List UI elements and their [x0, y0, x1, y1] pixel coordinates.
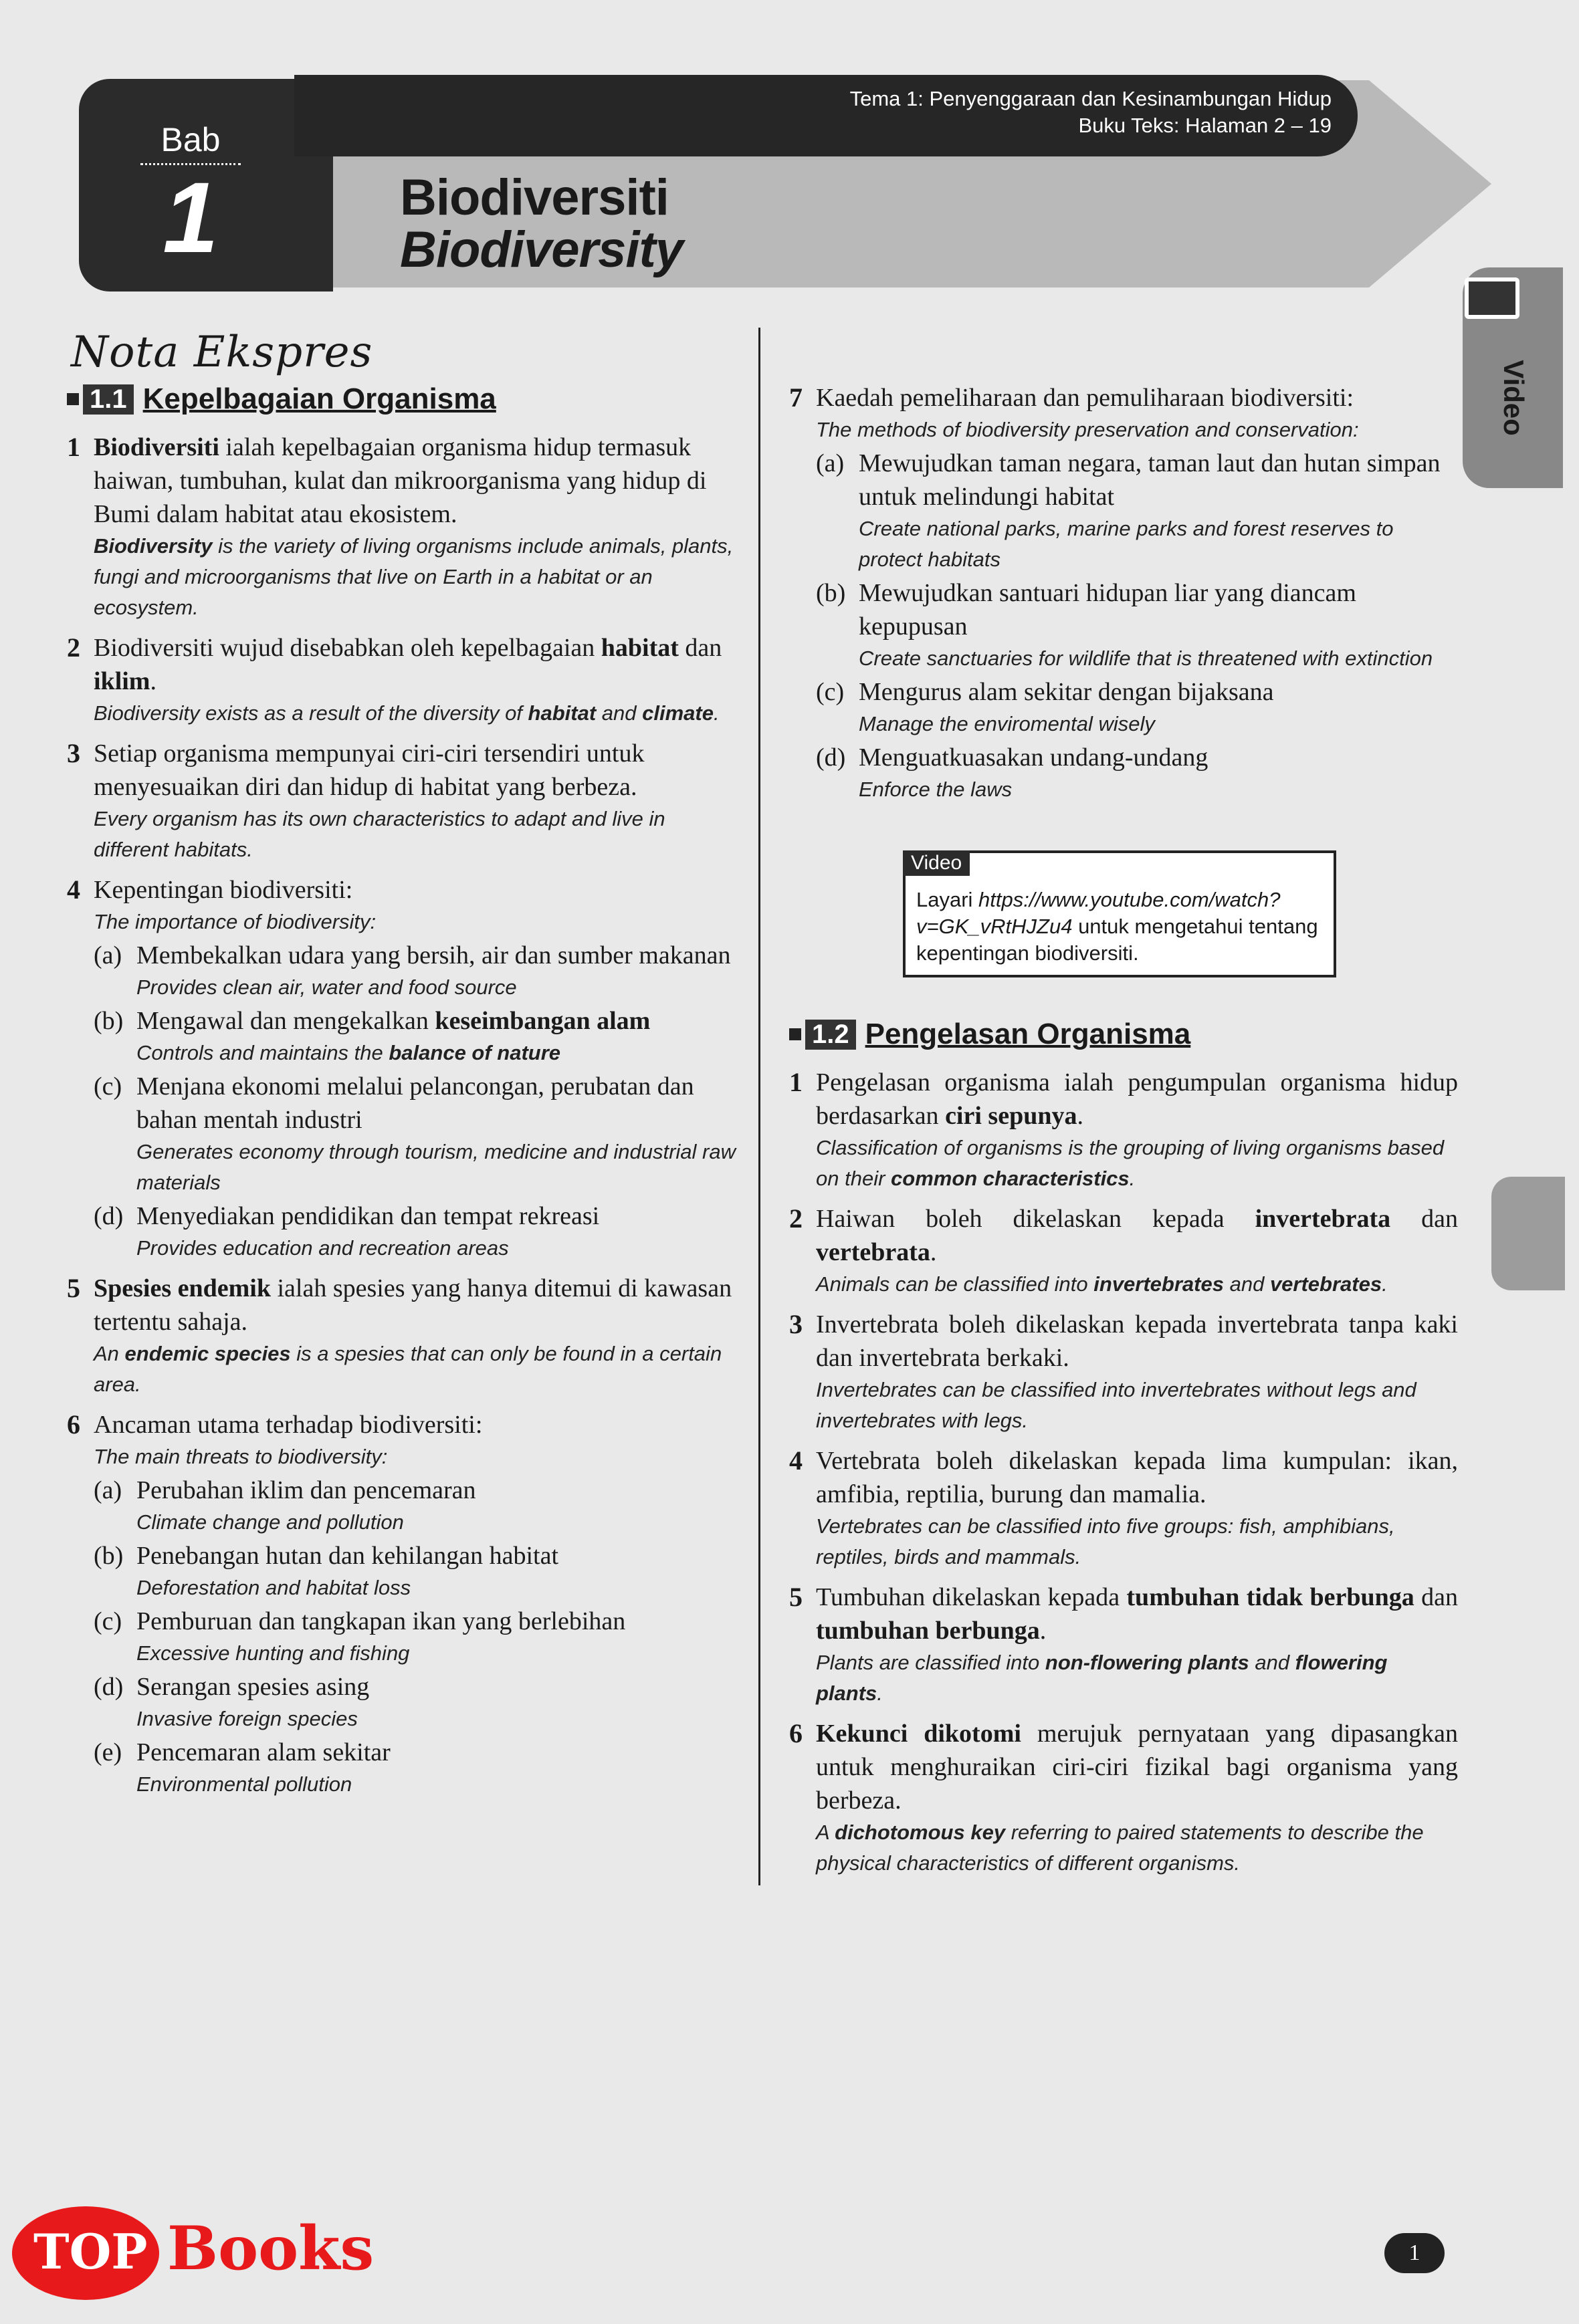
list-item: 1 Biodiversiti ialah kepelbagaian organisma hidup termasuk haiwan, tumbuhan, kulat dan mikroorganisma yang hidup di Bumi dalam habitat atau ekosistem. Biodiversity is the variety of living organisms include animals, plants, fungi and microorganisms that live on Earth in a habitat or an ecosystem.: [67, 432, 734, 619]
list-item: 1 Pengelasan organisma ialah pengumpulan organisma hidup berdasarkan ciri sepunya. Classification of organisms is the grouping of living organisms based on their common characteristics.: [789, 1067, 1458, 1190]
textbook-pages: Buku Teks: Halaman 2 – 19: [1078, 114, 1332, 137]
chapter-title-ms: Biodiversiti: [400, 169, 669, 226]
section-heading-1-1: [67, 382, 742, 416]
list-item: 5 Tumbuhan dikelaskan kepada tumbuhan tidak berbunga dan tumbuhan berbunga. Plants are classified into non-flowering plants and flowering plants.: [789, 1582, 1458, 1705]
list-item: 4 Kepentingan biodiversiti: The importance of biodiversity: (a) Membekalkan udara yang bersih, air dan sumber makanan Provides clean air, water and food source (b) Mengawal dan mengekalkan keseimbangan alam Controls and maintains the balance of nature (c) Menjana ekonomi melalui pelancongan, perubatan dan bahan mentah industri Generates economy through tourism, medicine and industrial raw materials (d) Menyediakan pendidikan dan tempat rekreasi Provides education and recreation areas: [67, 875, 736, 1260]
logo-top-text: TOP: [33, 2223, 148, 2280]
section-number: 1.1: [83, 384, 134, 415]
video-tag: Video: [903, 850, 970, 876]
topic-line: Tema 1: Penyenggaraan dan Kesinambungan Hidup: [849, 87, 1332, 110]
list-item: 4 Vertebrata boleh dikelaskan kepada lima kumpulan: ikan, amfibia, reptilia, burung dan mamalia. Vertebrates can be classified into five groups: fish, amphibians, reptiles, birds and mammals.: [789, 1445, 1458, 1568]
list-item: 6 Kekunci dikotomi merujuk pernyataan yang dipasangkan untuk menghuraikan ciri-ciri fizikal bagi organisma yang berbeza. A dichotomous key referring to paired statements to describe the physical characteristics of different organisms.: [789, 1718, 1458, 1875]
chapter-number: 1: [163, 161, 219, 273]
section-title: Pengelasan Organisma: [865, 1018, 1191, 1050]
video-url-link[interactable]: https://www.youtube.com/watch?v=GK_vRtHJZu4: [916, 888, 1281, 938]
side-tab-secondary: [1491, 1177, 1565, 1290]
list-item: 2 Biodiversiti wujud disebabkan oleh kepelbagaian habitat dan iklim. Biodiversity exists as a result of the diversity of habitat and climate.: [67, 632, 722, 725]
list-item: 6 Ancaman utama terhadap biodiversiti: The main threats to biodiversity: (a) Perubahan iklim dan pencemaran Climate change and pollution (b) Penebangan hutan dan kehilangan habitat Deforestation and habitat loss (c) Pemburuan dan tangkapan ikan yang berlebihan Excessive hunting and fishing (d) Serangan spesies asing Invasive foreign species (e) Pencemaran alam sekitar Environmental pollution: [67, 1409, 626, 1796]
list-item: 5 Spesies endemik ialah spesies yang hanya ditemui di kawasan tertentu sahaja. An endemic species is a spesies that can only be found in a certain area.: [67, 1273, 732, 1396]
page-number: 1: [1384, 2233, 1445, 2273]
video-side-label: Video: [1498, 360, 1530, 436]
nota-ekspres-title: Nota Ekspres: [71, 328, 373, 377]
chapter-title-en: Biodiversity: [400, 221, 683, 278]
section-number: 1.2: [805, 1020, 856, 1050]
video-link-box: Video Layari https://www.youtube.com/watch?v=GK_vRtHJZu4 untuk mengetahui tentang kepentingan biodiversiti.: [903, 850, 1336, 977]
section-title: Kepelbagaian Organisma: [142, 382, 496, 415]
logo-books-text: Books: [167, 2213, 375, 2284]
chapter-label: Bab: [140, 120, 241, 165]
list-item: 3 Invertebrata boleh dikelaskan kepada invertebrata tanpa kaki dan invertebrata berkaki. Invertebrates can be classified into invertebrates without legs and invertebrates with legs.: [789, 1309, 1458, 1432]
list-item: 2 Haiwan boleh dikelaskan kepada invertebrata dan vertebrata. Animals can be classified into invertebrates and vertebrates.: [789, 1203, 1459, 1296]
column-divider: [758, 328, 760, 1885]
list-item: 3 Setiap organisma mempunyai ciri-ciri tersendiri untuk menyesuaikan diri dan hidup di habitat yang berbeza. Every organism has its own characteristics to adapt and live in different habitats.: [67, 738, 665, 861]
video-icon: [1465, 277, 1519, 319]
right-column: [789, 381, 1458, 1887]
section-heading-1-2: [789, 1018, 1458, 1051]
left-column: [67, 328, 742, 1808]
list-item: 7 Kaedah pemeliharaan dan pemuliharaan biodiversiti: The methods of biodiversity preservation and conservation: (a) Mewujudkan taman negara, taman laut dan hutan simpan untuk melindungi habitat Create national parks, marine parks and forest reserves to protect habitats (b) Mewujudkan santuari hidupan liar yang diancam kepupusan Create sanctuaries for wildlife that is threatened with extinction (c) Mengurus alam sekitar dengan bijaksana Manage the enviromental wisely (d) Menguatkuasakan undang-undang Enforce the laws: [789, 382, 1441, 801]
